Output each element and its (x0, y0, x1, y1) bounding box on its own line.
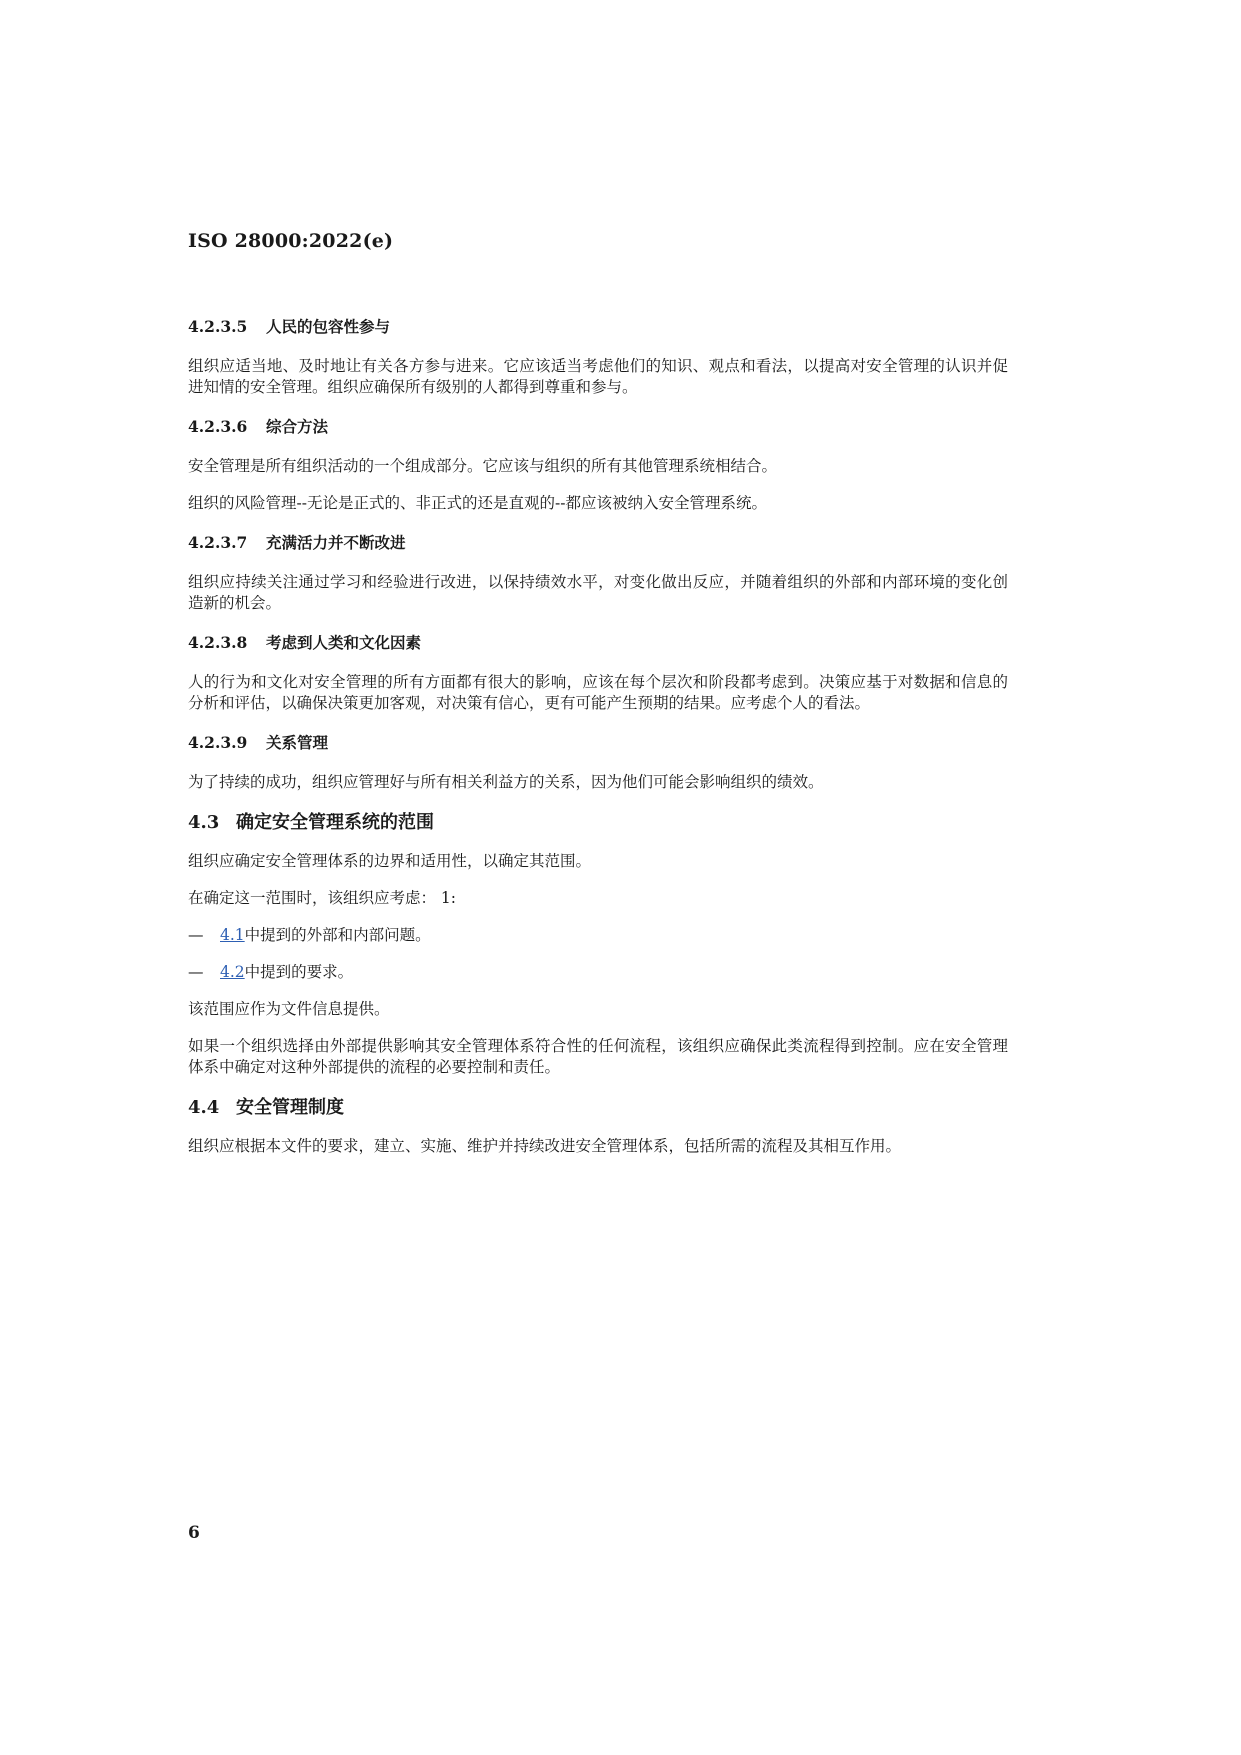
section-title: 充满活力并不断改进 (266, 533, 406, 552)
paragraph: 组织的风险管理--无论是正式的、非正式的还是直观的--都应该被纳入安全管理系统。 (188, 494, 767, 512)
section-title: 安全管理制度 (236, 1097, 344, 1118)
section-title: 考虑到人类和文化因素 (266, 633, 422, 652)
list-dash: — (188, 963, 204, 981)
list-dash: — (188, 926, 204, 944)
heading-4-2-3-5 (188, 316, 1008, 338)
paragraph: 人的行为和文化对安全管理的所有方面都有很大的影响，应该在每个层次和阶段都考虑到。决策应基于对数据和信息的分析和评估，以确保决策更加客观，对决策有信心，更有可能产生预期的结果。应考虑个人的看法。 (188, 673, 1008, 712)
heading-4-2-3-9 (188, 732, 1008, 754)
paragraph: 为了持续的成功，组织应管理好与所有相关利益方的关系，因为他们可能会影响组织的绩效。 (188, 773, 824, 791)
heading-4-4 (188, 1096, 1008, 1120)
heading-4-2-3-8 (188, 632, 1008, 654)
paragraph: 组织应适当地、及时地让有关各方参与进来。它应该适当考虑他们的知识、观点和看法，以提高对安全管理的认识并促进知情的安全管理。组织应确保所有级别的人都得到尊重和参与。 (188, 357, 1008, 396)
paragraph: 该范围应作为文件信息提供。 (188, 1000, 390, 1018)
paragraph: 组织应确定安全管理体系的边界和适用性，以确定其范围。 (188, 852, 592, 870)
list-item (188, 925, 1008, 946)
section-number: 4.2.3.8 (188, 633, 248, 652)
paragraph: 如果一个组织选择由外部提供影响其安全管理体系符合性的任何流程，该组织应确保此类流程得到控制。应在安全管理体系中确定对这种外部提供的流程的必要控制和责任。 (188, 1037, 1008, 1076)
document-id: ISO 28000:2022(e) (188, 230, 394, 252)
section-number: 4.2.3.7 (188, 533, 248, 552)
section-title: 综合方法 (266, 417, 329, 436)
section-number: 4.4 (188, 1097, 220, 1118)
section-title: 关系管理 (266, 733, 329, 752)
heading-4-3 (188, 811, 1008, 835)
list-item (188, 962, 1008, 983)
heading-4-2-3-6 (188, 416, 1008, 438)
paragraph: 安全管理是所有组织活动的一个组成部分。它应该与组织的所有其他管理系统相结合。 (188, 457, 778, 475)
section-number: 4.2.3.6 (188, 417, 248, 436)
xref-link-4-2[interactable]: 4.2 (220, 963, 245, 981)
section-number: 4.2.3.5 (188, 317, 248, 336)
list-item-text: 中提到的要求。 (244, 963, 354, 981)
section-title: 人民的包容性参与 (266, 317, 391, 336)
paragraph: 在确定这一范围时，该组织应考虑： 1: (188, 889, 457, 907)
heading-4-2-3-7 (188, 532, 1008, 554)
paragraph: 组织应根据本文件的要求，建立、实施、维护并持续改进安全管理体系，包括所需的流程及其相互作用。 (188, 1137, 902, 1155)
paragraph: 组织应持续关注通过学习和经验进行改进，以保持绩效水平，对变化做出反应，并随着组织的外部和内部环境的变化创造新的机会。 (188, 573, 1008, 612)
section-number: 4.2.3.9 (188, 733, 248, 752)
section-number: 4.3 (188, 812, 220, 833)
page-number: 6 (188, 1523, 200, 1543)
page-content (188, 316, 1008, 1173)
section-title: 确定安全管理系统的范围 (236, 812, 434, 833)
list-item-text: 中提到的外部和内部问题。 (244, 926, 431, 944)
xref-link-4-1[interactable]: 4.1 (220, 926, 245, 944)
